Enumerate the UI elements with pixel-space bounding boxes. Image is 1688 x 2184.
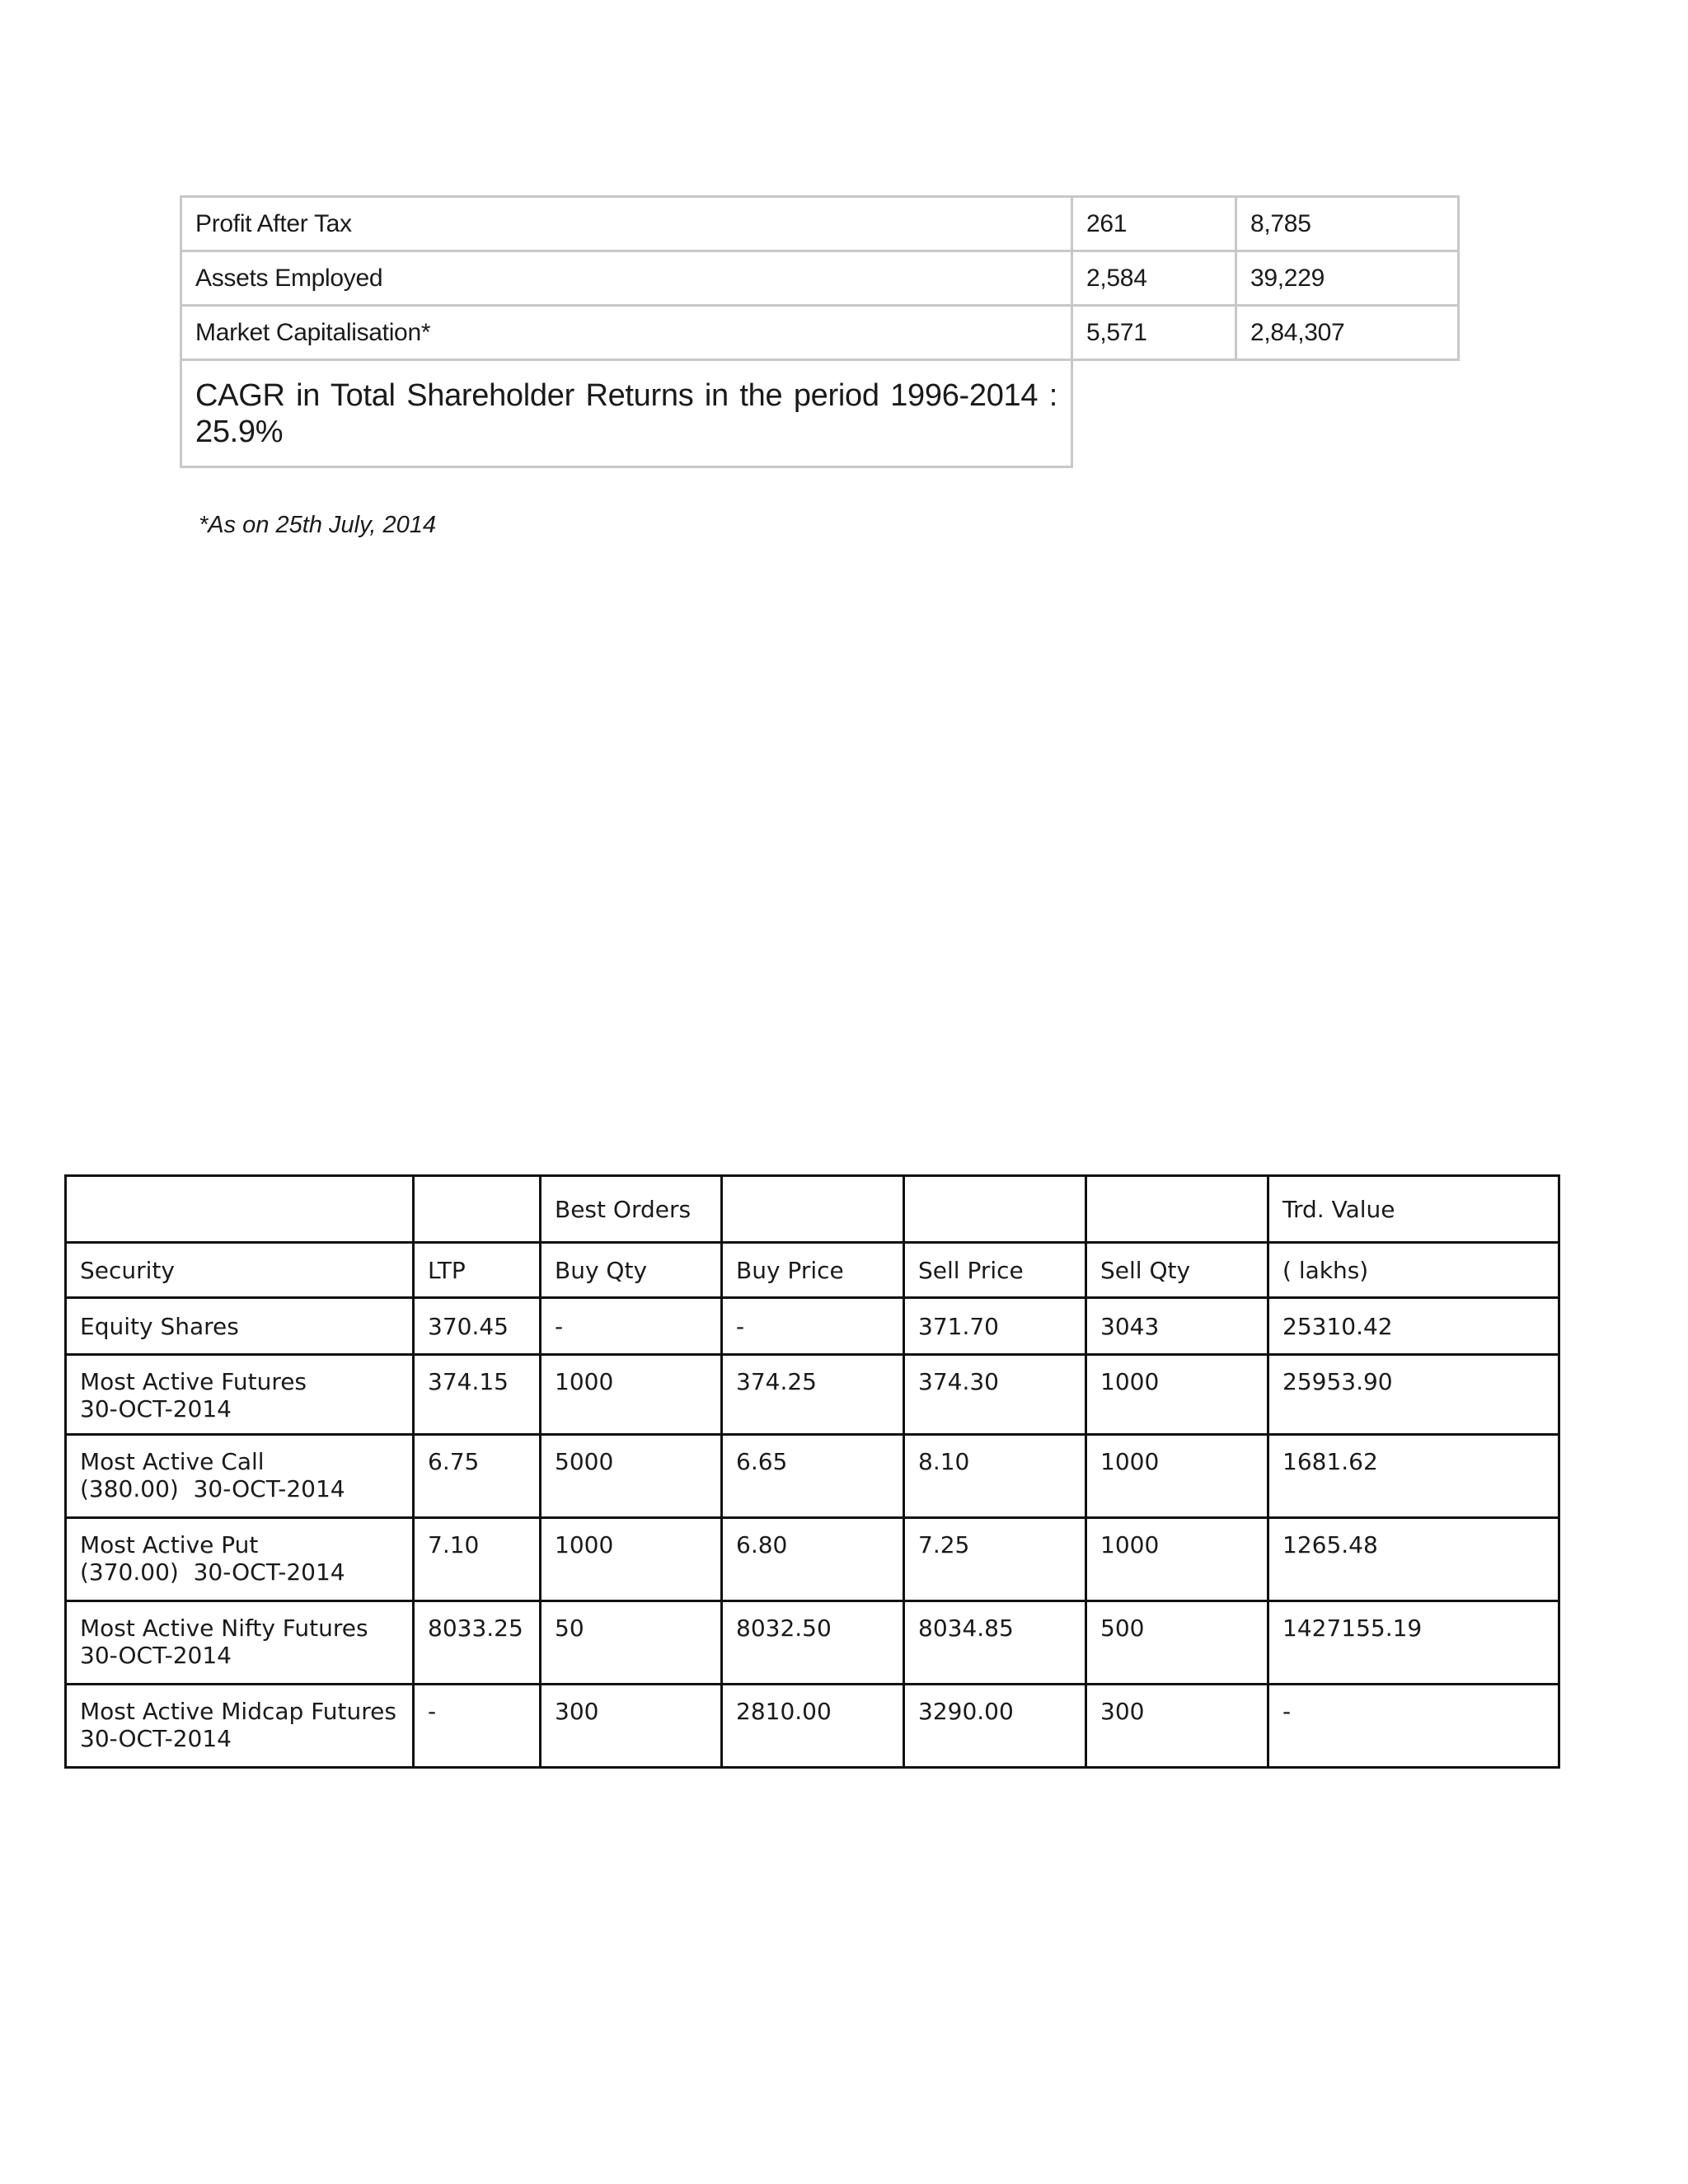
table-row	[181, 197, 1459, 251]
buy-qty-cell: 1000	[541, 1518, 722, 1601]
row-label: Assets Employed	[181, 251, 1072, 306]
trd-value-header: Trd. Value	[1268, 1176, 1559, 1243]
ltp-cell: 374.15	[414, 1355, 541, 1435]
security-cell	[66, 1298, 414, 1355]
security-name: Most Active Midcap Futures	[80, 1698, 396, 1725]
security-name: Most Active Futures	[80, 1368, 307, 1395]
security-cell	[66, 1601, 414, 1685]
table-row	[66, 1435, 1559, 1518]
trd-value-cell: 1427155.19	[1268, 1601, 1559, 1685]
sell-price-cell: 8.10	[904, 1435, 1086, 1518]
table-row	[181, 360, 1459, 467]
market-quotes-table	[64, 1174, 1560, 1769]
security-cell	[66, 1435, 414, 1518]
sell-qty-cell: 1000	[1086, 1355, 1268, 1435]
table-row	[66, 1685, 1559, 1768]
empty-cell	[414, 1176, 541, 1243]
trd-value-cell: 25310.42	[1268, 1298, 1559, 1355]
column-header-ltp: LTP	[414, 1243, 541, 1298]
column-header-buy-qty: Buy Qty	[541, 1243, 722, 1298]
buy-price-cell: 2810.00	[722, 1685, 904, 1768]
column-header-sell-price: Sell Price	[904, 1243, 1086, 1298]
security-detail: 30-OCT-2014	[80, 1395, 232, 1422]
table-row	[181, 251, 1459, 306]
table-row	[66, 1355, 1559, 1435]
empty-cell	[904, 1176, 1086, 1243]
security-cell	[66, 1355, 414, 1435]
table-row	[66, 1518, 1559, 1601]
table-row	[181, 306, 1459, 360]
security-detail: 30-OCT-2014	[80, 1642, 232, 1669]
trd-value-cell: -	[1268, 1685, 1559, 1768]
footnote: *As on 25th July, 2014	[199, 512, 437, 538]
row-value: 2,584	[1072, 251, 1236, 306]
column-header-buy-price: Buy Price	[722, 1243, 904, 1298]
security-cell	[66, 1685, 414, 1768]
financial-summary-table	[180, 195, 1460, 468]
sell-price-cell: 371.70	[904, 1298, 1086, 1355]
sell-price-cell: 374.30	[904, 1355, 1086, 1435]
sell-price-cell: 3290.00	[904, 1685, 1086, 1768]
buy-qty-cell: 300	[541, 1685, 722, 1768]
buy-price-cell: 6.65	[722, 1435, 904, 1518]
security-name: Equity Shares	[80, 1312, 239, 1340]
row-value: 8,785	[1236, 197, 1459, 251]
buy-qty-cell: 50	[541, 1601, 722, 1685]
row-label: Profit After Tax	[181, 197, 1072, 251]
ltp-cell: 7.10	[414, 1518, 541, 1601]
empty-cell	[722, 1176, 904, 1243]
ltp-cell: 8033.25	[414, 1601, 541, 1685]
row-value: 261	[1072, 197, 1236, 251]
column-header-row	[66, 1243, 1559, 1298]
table-row	[66, 1298, 1559, 1355]
ltp-cell: -	[414, 1685, 541, 1768]
empty-cell	[66, 1176, 414, 1243]
buy-price-cell: 374.25	[722, 1355, 904, 1435]
row-value: 39,229	[1236, 251, 1459, 306]
best-orders-header: Best Orders	[541, 1176, 722, 1243]
security-detail: (380.00) 30-OCT-2014	[80, 1475, 345, 1502]
ltp-cell: 6.75	[414, 1435, 541, 1518]
sell-qty-cell: 1000	[1086, 1435, 1268, 1518]
sell-price-cell: 7.25	[904, 1518, 1086, 1601]
sell-qty-cell: 1000	[1086, 1518, 1268, 1601]
buy-price-cell: 6.80	[722, 1518, 904, 1601]
trd-value-cell: 1681.62	[1268, 1435, 1559, 1518]
security-cell	[66, 1518, 414, 1601]
group-header-row	[66, 1176, 1559, 1243]
security-detail: 30-OCT-2014	[80, 1725, 232, 1752]
buy-qty-cell: 1000	[541, 1355, 722, 1435]
empty-cell	[1072, 360, 1459, 467]
buy-price-cell: -	[722, 1298, 904, 1355]
table-row	[66, 1601, 1559, 1685]
buy-price-cell: 8032.50	[722, 1601, 904, 1685]
column-header-sell-qty: Sell Qty	[1086, 1243, 1268, 1298]
column-header-security: Security	[66, 1243, 414, 1298]
security-name: Most Active Put	[80, 1531, 259, 1558]
row-value: 2,84,307	[1236, 306, 1459, 360]
empty-cell	[1086, 1176, 1268, 1243]
column-header-trd-value-unit: ( lakhs)	[1268, 1243, 1559, 1298]
buy-qty-cell: 5000	[541, 1435, 722, 1518]
sell-qty-cell: 3043	[1086, 1298, 1268, 1355]
trd-value-cell: 1265.48	[1268, 1518, 1559, 1601]
cagr-statement: CAGR in Total Shareholder Returns in the period 1996-2014 : 25.9%	[181, 360, 1072, 467]
sell-qty-cell: 500	[1086, 1601, 1268, 1685]
row-label: Market Capitalisation*	[181, 306, 1072, 360]
sell-price-cell: 8034.85	[904, 1601, 1086, 1685]
buy-qty-cell: -	[541, 1298, 722, 1355]
security-name: Most Active Nifty Futures	[80, 1615, 368, 1642]
row-value: 5,571	[1072, 306, 1236, 360]
sell-qty-cell: 300	[1086, 1685, 1268, 1768]
ltp-cell: 370.45	[414, 1298, 541, 1355]
trd-value-cell: 25953.90	[1268, 1355, 1559, 1435]
security-detail: (370.00) 30-OCT-2014	[80, 1558, 345, 1586]
security-name: Most Active Call	[80, 1448, 265, 1475]
